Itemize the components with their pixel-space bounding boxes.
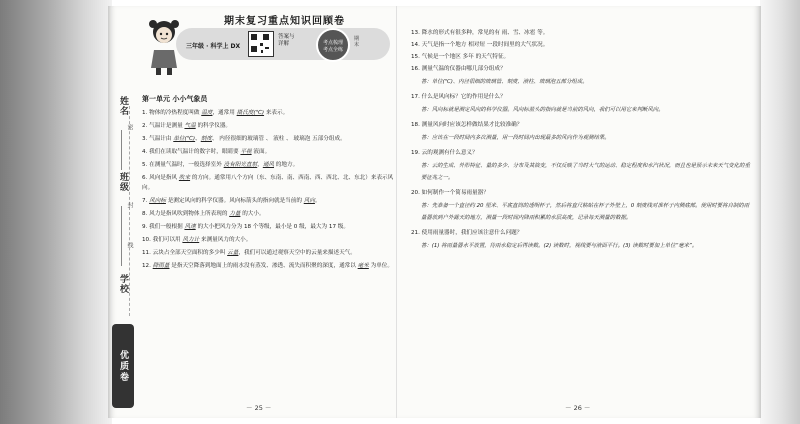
question-item: 16. 测量气温的仪器由哪几部分组成？ [411, 66, 506, 72]
page-number-left: － 25 － [246, 404, 272, 412]
class-line [121, 206, 122, 266]
question-item [142, 108, 394, 118]
answer-blank: 毫米 [357, 263, 369, 269]
answer-blank: 通风 [262, 162, 275, 168]
question-item [142, 209, 394, 219]
question-item [142, 134, 394, 144]
question-text: 来表示。 [264, 110, 289, 116]
question-text: 6. 风向是指风 [142, 175, 179, 181]
name-label: 姓名 [118, 96, 128, 116]
question-item [142, 147, 394, 157]
question-item [142, 121, 394, 131]
answer-text: 答：云的生成、外形特征、量的多少、分布及其演变，不仅反映了当时大气的运动、稳定程度和水汽状况，而且也是预示未来天气变化的重要征兆之一。 [421, 163, 750, 181]
right-page [397, 6, 761, 418]
left-page [108, 6, 397, 418]
side-tag-1: 期 [354, 36, 360, 42]
question-text: 4. 我们在读取气温计的数字时，眼睛要 [142, 149, 241, 155]
question-text: 1. 物体的冷热程度叫做 [142, 110, 202, 116]
question-item [142, 222, 394, 232]
answer-blank: 刻度 [200, 136, 212, 142]
question-item: 14. 天气是指一个地方 相对短 一段时间里的大气状况。 [411, 42, 549, 48]
question-text: 10. 我们可以用 [142, 237, 183, 243]
answer-blank: 风向标 [149, 198, 166, 204]
question-text: 5. 在测量气温时，一般选择室外 [142, 162, 224, 168]
cartoon-girl-icon [144, 16, 184, 76]
question-text: 为单位。 [368, 263, 393, 269]
left-question-list [142, 108, 394, 274]
question-text: 9. 我们一般根据 [142, 224, 185, 230]
question-item [142, 173, 394, 193]
answer-blank: 单位(℃) [173, 136, 196, 142]
question-item [142, 160, 394, 170]
question-text: 7. [142, 198, 150, 204]
answer-blank: 摄氏度(℃) [236, 110, 265, 116]
question-text: 3. 气温计由 [142, 136, 174, 142]
school-label: 学校 [118, 274, 128, 294]
side-tag [354, 36, 359, 48]
question-item: 13. 降水的形式有很多种，常见的有 雨、雪、冰雹 等。 [411, 30, 549, 36]
question-text: 的大小把风力分为 18 个等级，最小是 0 级，最大为 17 级。 [195, 224, 349, 230]
answer-text: 答：单位(℃)、内径很细的玻璃管、刻度、液柱、玻璃泡五部分组成。 [421, 79, 588, 85]
cut-mark-3: 线 [126, 242, 133, 248]
badge-line-1: 考点梳理 [322, 40, 343, 46]
question-item [142, 248, 394, 258]
question-text: 、 [195, 136, 201, 142]
review-badge [316, 28, 350, 62]
question-text: 液面。 [251, 149, 271, 155]
answer-blank: 吹来 [178, 175, 191, 181]
qr-label-line-1: 答案与 [278, 34, 295, 40]
answer-text: 答：风向标就是测定风向的科学仪器。风向标箭头的指向就是当前的风向，我们可以用它来判断风向。 [421, 107, 664, 113]
answer-blank: 温度 [201, 110, 213, 116]
question-text: 是测定风向的科学仪器。风向标箭头的指向就是当前的 [165, 198, 304, 204]
question-text: ，我们可以通过观察天空中的云量来描述天气。 [238, 250, 356, 256]
answer-blank: 气温 [184, 123, 196, 129]
question-item: 18. 测量风向时应该怎样做结果才比较准确？ [411, 122, 523, 128]
question-text: 来测量风力的大小。 [199, 237, 252, 243]
book-shadow-left [0, 0, 112, 424]
question-item [142, 235, 394, 245]
question-text: 的科学仪器。 [195, 123, 232, 129]
brand-logo: 优质卷 [112, 324, 134, 408]
answer-text: 答：应该在一段时间内多次测量，用一段时间内出现最多的风向作为观测结果。 [421, 135, 610, 141]
header [138, 10, 392, 80]
question-text: 。 [314, 198, 321, 204]
question-text: 11. 云块占全部天空面积的多少叫 [142, 250, 228, 256]
question-text: ， [257, 162, 263, 168]
question-text: 8. 风力是指风吹到物体上所表现的 [142, 211, 230, 217]
question-item: 19. 云的观测有什么意义？ [411, 150, 478, 156]
question-item: 21. 使用雨量器时，我们应该注意什么问题？ [411, 230, 523, 236]
badge-line-2: 考点全练 [322, 46, 343, 53]
side-tag-2: 末 [354, 42, 360, 48]
book-shadow-right [760, 0, 800, 424]
question-text: 2. 气温计是测量 [142, 123, 185, 129]
answer-blank: 没有阳光直射 [223, 162, 258, 168]
qr-code-icon[interactable] [248, 31, 274, 57]
question-text: 12. [142, 263, 153, 269]
answer-blank: 力量 [229, 211, 241, 217]
cut-line [129, 106, 130, 316]
question-text: 、 内径很细的玻璃管 、 液柱 、 玻璃泡 五部分组成。 [211, 136, 346, 142]
answer-blank: 降雨量 [152, 263, 170, 269]
name-line [121, 130, 122, 170]
binding-margin [108, 6, 138, 418]
cut-mark-1: 密 [126, 124, 133, 130]
answer-blank: 风速 [184, 224, 196, 230]
header-title: 期末复习重点知识回顾卷 [224, 16, 345, 27]
page-number-right: － 26 － [565, 404, 591, 412]
question-text: ，通常用 [212, 110, 237, 116]
answer-text: 答：先准备一个直径约 20 厘米、平底直筒的透明杯子，然后将直尺粘贴在杯子外壁上，0 刻度线对准杯子内侧底部。使用时要将自制的雨量器放到户外露天的地方，测量一段时间内降雨积累的水层高度，记录每天测量的数据。 [421, 203, 750, 221]
qr-label-line-2: 详解 [278, 41, 290, 47]
question-item [142, 196, 394, 206]
class-label: 班级 [118, 172, 128, 192]
grade-label: 三年级 · 科学上 DX [186, 43, 241, 50]
right-question-list [411, 28, 751, 256]
cut-mark-2: 封 [126, 202, 133, 208]
question-item: 17. 什么是风向标？它的作用是什么？ [411, 94, 506, 100]
question-text: 是指天空降落到地面上的雨水没有蒸发、渗透、流失而积聚的深度，通常以 [169, 263, 358, 269]
question-text: 的方向。通常用八个方向（东、东南、南、西南、西、西北、北、东北）来表示风向。 [142, 175, 394, 191]
answer-blank: 平视 [240, 149, 252, 155]
question-text: 的大小。 [240, 211, 265, 217]
question-item [142, 261, 394, 271]
question-item: 20. 如何制作一个简易雨量器？ [411, 190, 489, 196]
unit-title: 第一单元 小小气象员 [142, 95, 208, 103]
answer-blank: 风力计 [182, 237, 200, 243]
qr-label [278, 34, 295, 48]
question-item: 15. 气候是一个地区 多年 的天气特征。 [411, 54, 510, 60]
question-text: 的地方。 [274, 162, 299, 168]
answer-blank: 云量 [227, 250, 239, 256]
answer-blank: 风向 [303, 198, 315, 204]
answer-text: 答：(1) 将雨量器水平放置，待雨水稳定后再读数。(2) 读数时，视线要与液面平行。(3) 读数时要加上单位“毫米”。 [421, 243, 698, 249]
